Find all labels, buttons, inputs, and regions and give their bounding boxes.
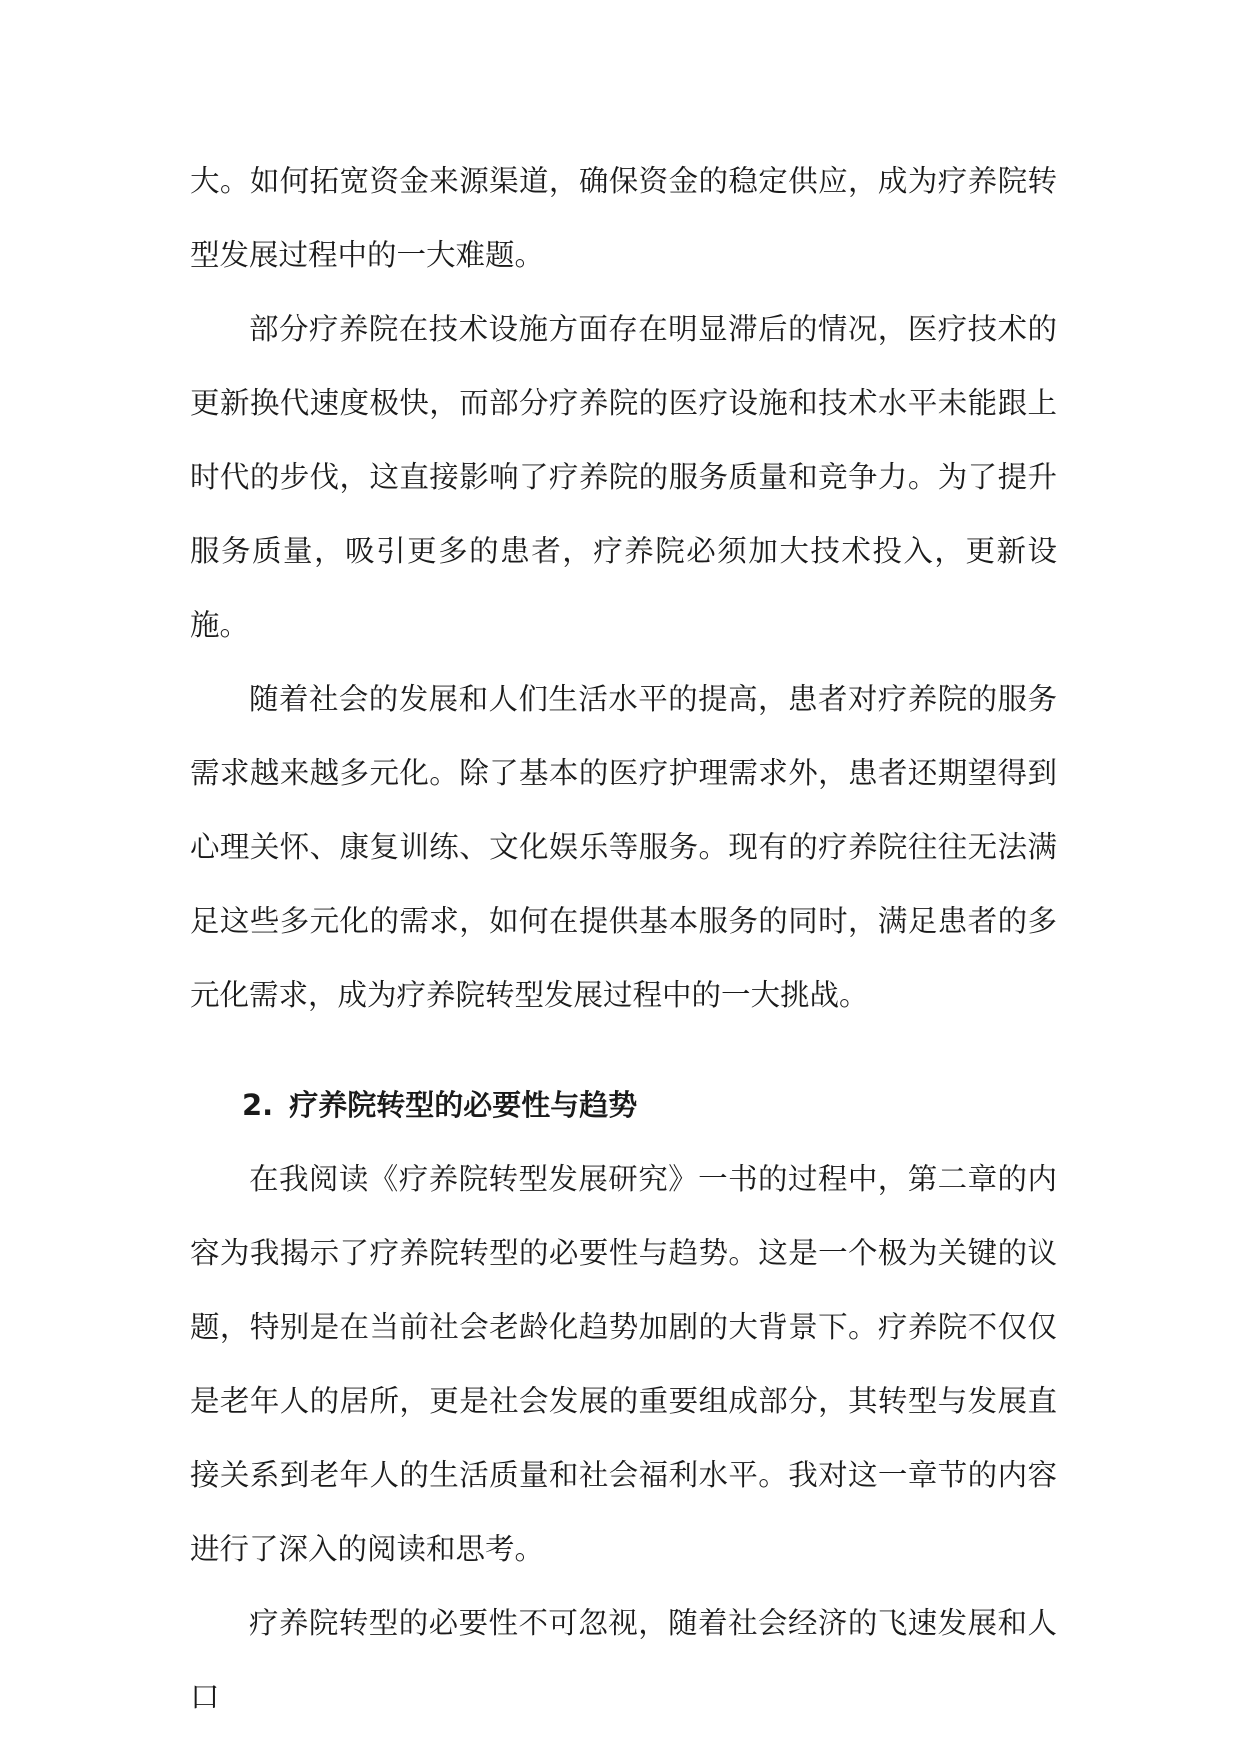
paragraph-continuation: 大。如何拓宽资金来源渠道，确保资金的稳定供应，成为疗养院转型发展过程中的一大难题。	[190, 164, 1057, 272]
paragraph-chapter-two: 在我阅读《疗养院转型发展研究》一书的过程中，第二章的内容为我揭示了疗养院转型的必要性与趋势。这是一个极为关键的议题，特别是在当前社会老龄化趋势加剧的大背景下。疗养院不仅仅是老年人的居所，更是社会发展的重要组成部分，其转型与发展直接关系到老年人的生活质量和社会福利水平。我对这一章节的内容进行了深入的阅读和思考。	[190, 1162, 1057, 1566]
section-heading	[190, 1068, 1057, 1142]
section-title: 疗养院转型的必要性与趋势	[289, 1088, 638, 1122]
document-body	[190, 144, 1057, 1734]
paragraph-necessity: 疗养院转型的必要性不可忽视，随着社会经济的飞速发展和人口	[190, 1606, 1057, 1714]
paragraph-technology: 部分疗养院在技术设施方面存在明显滞后的情况，医疗技术的更新换代速度极快，而部分疗养院的医疗设施和技术水平未能跟上时代的步伐，这直接影响了疗养院的服务质量和竞争力。为了提升服务质量，吸引更多的患者，疗养院必须加大技术投入，更新设施。	[190, 312, 1057, 642]
paragraph-service-demand: 随着社会的发展和人们生活水平的提高，患者对疗养院的服务需求越来越多元化。除了基本的医疗护理需求外，患者还期望得到心理关怀、康复训练、文化娱乐等服务。现有的疗养院往往无法满足这些多元化的需求，如何在提供基本服务的同时，满足患者的多元化需求，成为疗养院转型发展过程中的一大挑战。	[190, 682, 1057, 1012]
section-number: 2.	[242, 1088, 274, 1122]
